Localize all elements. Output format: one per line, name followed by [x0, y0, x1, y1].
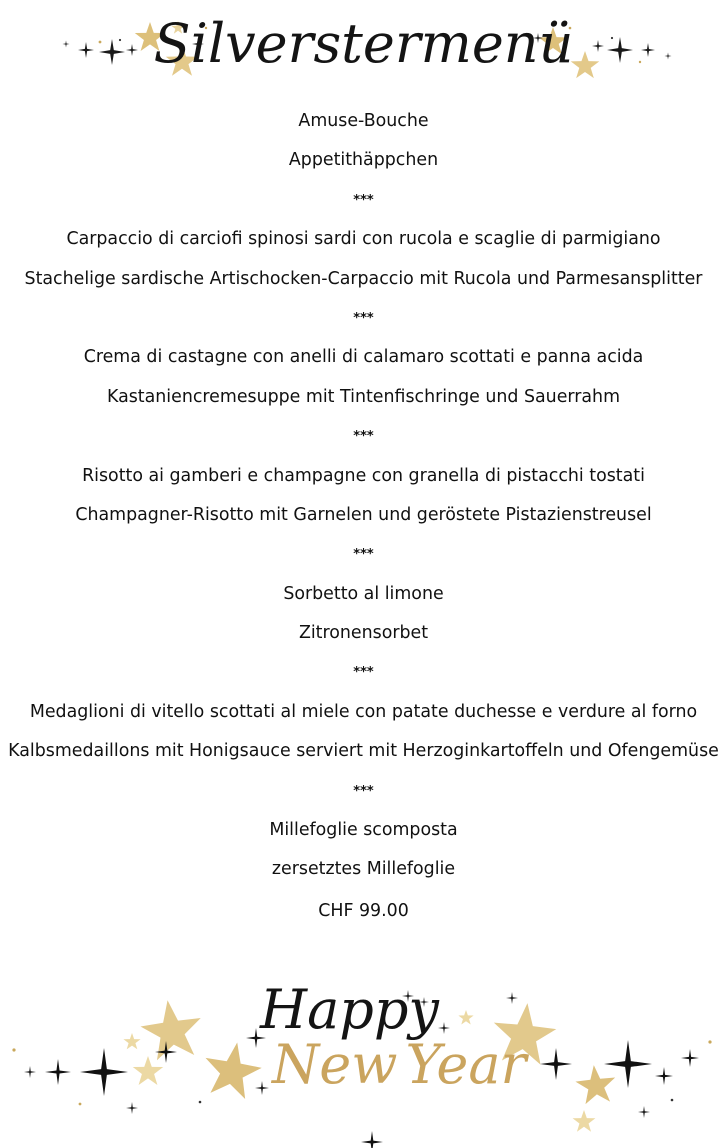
course-7-italian: Millefoglie scomposta	[269, 820, 458, 841]
new-text: New	[272, 1033, 398, 1096]
sparkle-icon	[638, 1106, 650, 1118]
new-year-text	[272, 1030, 527, 1100]
sparkle-icon	[506, 992, 518, 1004]
course-separator: ***	[353, 429, 374, 445]
menu-title: Silverstermenü	[153, 12, 574, 75]
course-4-italian: Risotto ai gamberi e champagne con granella di pistacchi tostati	[82, 465, 645, 486]
course-separator: ***	[353, 310, 374, 326]
menu-list	[0, 102, 727, 931]
happy-text: Happy	[260, 978, 439, 1041]
menu-price: CHF 99.00	[318, 900, 409, 921]
course-6-italian: Medaglioni di vitello scottati al miele con patate duchesse e verdure al forno	[29, 701, 698, 722]
sparkle-icon	[655, 1067, 673, 1085]
sparkle-icon	[45, 1059, 71, 1085]
star-icon	[133, 1056, 163, 1085]
course-3-italian: Crema di castagne con anelli di calamaro scottati e panna acida	[83, 347, 644, 368]
course-1-italian: Amuse-Bouche	[298, 111, 429, 131]
sparkle-icon	[24, 1066, 36, 1078]
sparkle-icon	[255, 1081, 269, 1095]
star-icon	[123, 1033, 140, 1049]
course-3-german: Kastaniencremesuppe mit Tintenfischringe und Sauerrahm	[106, 386, 621, 407]
header-banner	[0, 0, 727, 100]
star-icon	[574, 1063, 618, 1105]
course-separator: ***	[353, 192, 374, 208]
course-2-german: Stachelige sardische Artischocken-Carpaccio mit Rucola und Parmesansplitter	[24, 268, 703, 289]
year-text: Year	[405, 1033, 527, 1096]
sparkle-icon	[540, 1048, 572, 1080]
course-separator: ***	[353, 547, 374, 563]
course-2-italian: Carpaccio di carciofi spinosi sardi con rucola e scaglie di parmigiano	[66, 229, 661, 250]
sparkle-icon	[126, 1102, 138, 1114]
sparkle-icon	[80, 1048, 128, 1096]
course-separator: ***	[353, 665, 374, 681]
sparkle-icon	[681, 1049, 699, 1067]
footer-banner	[0, 980, 727, 1148]
sparkle-icon	[361, 1131, 383, 1148]
course-separator: ***	[353, 783, 374, 799]
course-1-german: Appetithäppchen	[288, 150, 439, 171]
course-4-german: Champagner-Risotto mit Garnelen und geröstete Pistazienstreusel	[75, 504, 652, 525]
course-5-italian: Sorbetto al limone	[283, 583, 444, 604]
course-7-german: zersetztes Millefoglie	[271, 859, 456, 880]
star-icon	[458, 1010, 473, 1024]
course-6-german: Kalbsmedaillons mit Honigsauce serviert mit Herzoginkartoffeln und Ofengemüse	[8, 741, 719, 762]
star-icon	[573, 1110, 596, 1132]
star-icon	[200, 1038, 266, 1101]
course-5-german: Zitronensorbet	[298, 623, 429, 644]
